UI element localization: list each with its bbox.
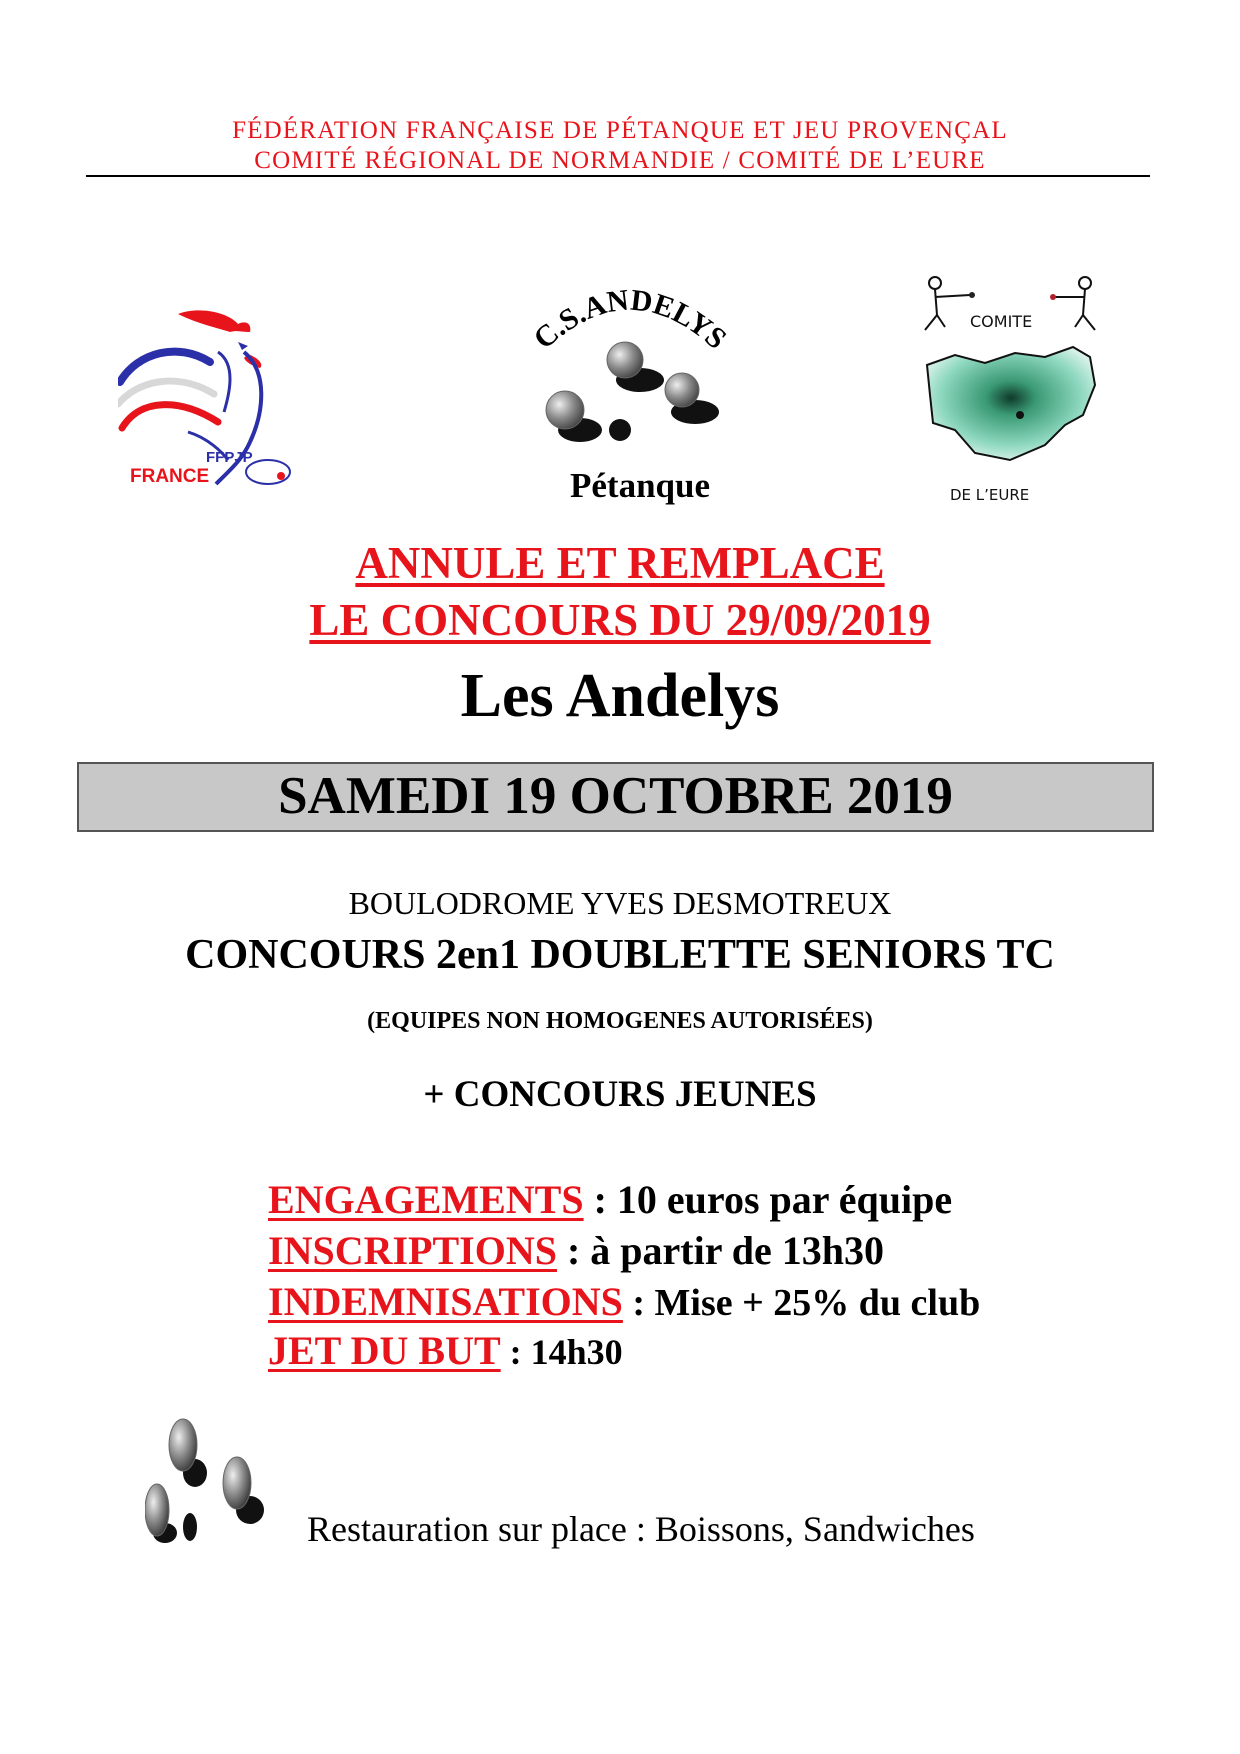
petanque-balls-icon xyxy=(525,280,740,455)
info-value: : Mise + 25% du club xyxy=(622,1282,981,1324)
info-row-indemnisations xyxy=(268,1278,1168,1327)
ffpjp-logo xyxy=(118,302,293,487)
header-divider xyxy=(86,175,1150,177)
info-value: : à partir de 13h30 xyxy=(556,1228,884,1273)
notice-line-1: ANNULE ET REMPLACE xyxy=(355,538,885,588)
info-key: INDEMNISATIONS xyxy=(268,1279,623,1324)
info-row-inscriptions xyxy=(268,1227,1168,1275)
eure-map-icon xyxy=(915,275,1105,505)
notice-line-2: LE CONCOURS DU 29/09/2019 xyxy=(309,595,931,645)
venue-name: BOULODROME YVES DESMOTREUX xyxy=(348,885,892,921)
committee-name: COMITÉ RÉGIONAL DE NORMANDIE / COMITÉ DE L’EURE xyxy=(254,147,986,174)
info-key: JET DU BUT xyxy=(268,1328,501,1373)
event-date-banner: SAMEDI 19 OCTOBRE 2019 xyxy=(77,762,1154,832)
club-subtitle: Pétanque xyxy=(570,466,710,505)
teams-note: (EQUIPES NON HOMOGENES AUTORISÉES) xyxy=(367,1008,873,1034)
info-value: : 14h30 xyxy=(500,1332,623,1372)
contest-title: CONCOURS 2en1 DOUBLETTE SENIORS TC xyxy=(185,932,1055,978)
city-title: Les Andelys xyxy=(460,662,780,730)
club-logo xyxy=(525,280,740,455)
restauration-note: Restauration sur place : Boissons, Sandwiches xyxy=(307,1509,975,1549)
petanque-balls-icon xyxy=(145,1415,295,1545)
svg-text:FRANCE: FRANCE xyxy=(130,466,210,487)
youth-contest: + CONCOURS JEUNES xyxy=(423,1074,817,1115)
svg-text:COMITE: COMITE xyxy=(970,312,1033,331)
info-key: ENGAGEMENTS xyxy=(268,1177,584,1222)
info-key: INSCRIPTIONS xyxy=(268,1228,557,1273)
svg-text:C.S.ANDELYS: C.S.ANDELYS xyxy=(527,283,733,356)
info-row-jet-du-but xyxy=(268,1327,1168,1376)
svg-text:DE L’EURE: DE L’EURE xyxy=(950,486,1030,504)
rooster-logo-icon xyxy=(118,302,293,487)
petanque-balls-decoration xyxy=(145,1415,295,1545)
federation-name: FÉDÉRATION FRANÇAISE DE PÉTANQUE ET JEU PROVENÇAL xyxy=(232,117,1008,144)
info-row-engagements xyxy=(268,1176,1168,1224)
comite-logo xyxy=(915,275,1105,505)
info-value: : 10 euros par équipe xyxy=(583,1177,953,1222)
federation-header xyxy=(86,116,1154,176)
svg-text:FFPJP: FFPJP xyxy=(206,449,253,466)
